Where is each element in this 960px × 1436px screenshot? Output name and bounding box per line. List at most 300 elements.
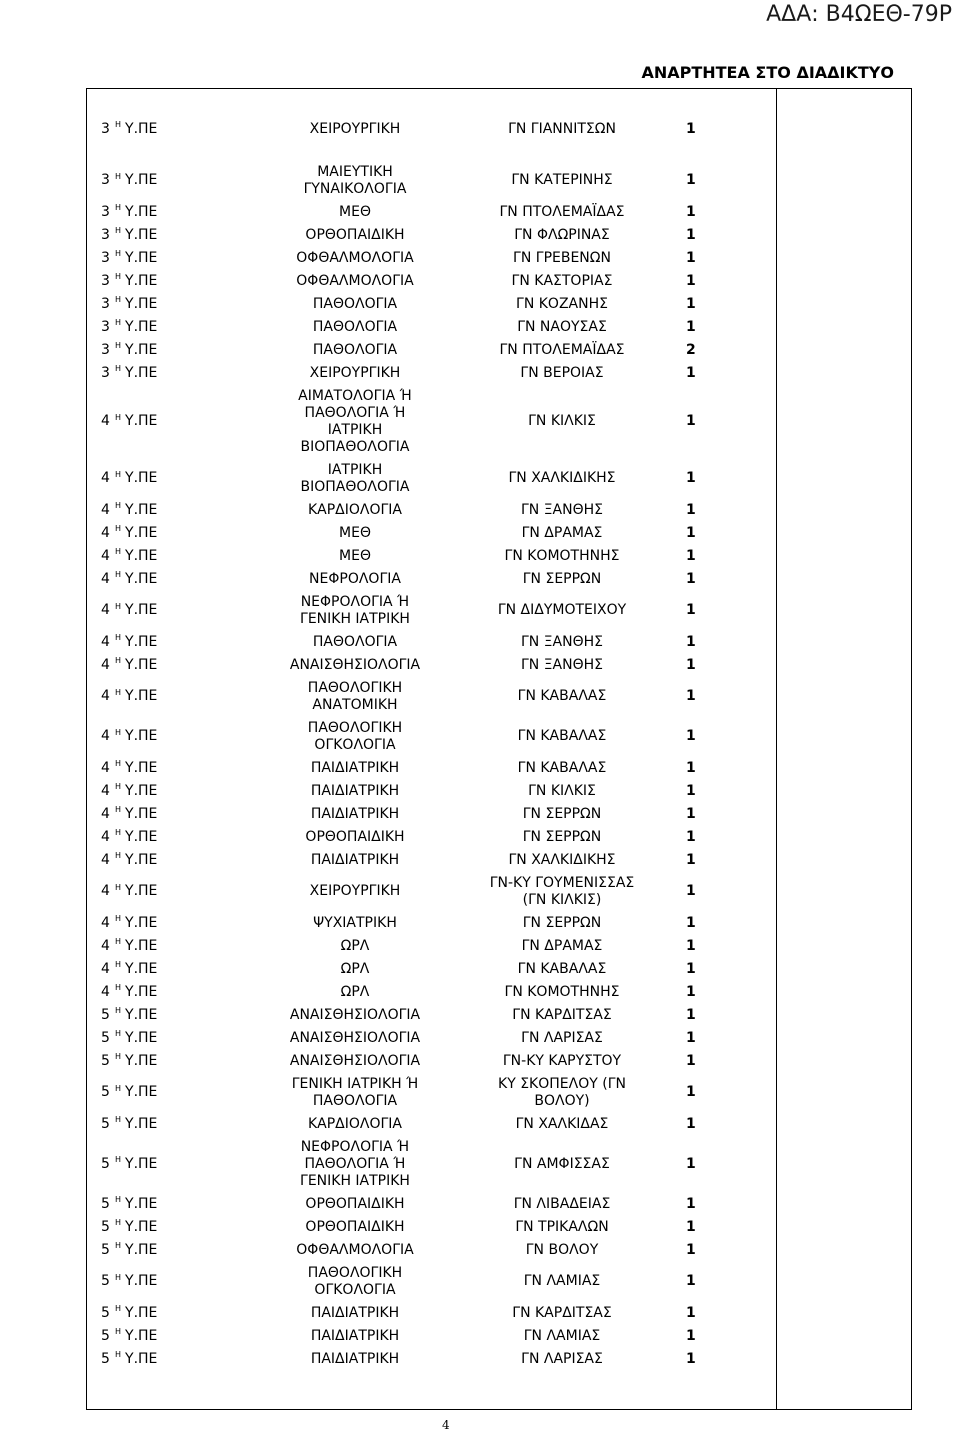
region-suffix: Υ.ΠΕ — [125, 120, 158, 137]
region-number: 4 — [101, 602, 110, 618]
hospital-line: ΓΝ ΧΑΛΚΙΔΙΚΗΣ — [508, 851, 616, 868]
positions-count: 1 — [686, 570, 696, 587]
page-number: 4 — [442, 1418, 450, 1432]
hospital-line: ΚΥ ΣΚΟΠΕΛΟΥ (ΓΝ — [498, 1075, 626, 1092]
specialty-line: ΝΕΦΡΟΛΟΓΙΑ — [309, 570, 401, 587]
table-row — [0, 1073, 960, 1112]
specialty-cell — [250, 1302, 460, 1324]
positions-count: 1 — [686, 1052, 696, 1069]
hospital-cell — [452, 545, 672, 567]
specialty-cell — [250, 1262, 460, 1301]
region-suffix: Υ.ΠΕ — [125, 341, 158, 358]
region-suffix: Υ.ΠΕ — [125, 851, 158, 868]
hospital-cell — [452, 1193, 672, 1215]
table-row — [0, 118, 960, 140]
hospital-line: (ΓΝ ΚΙΛΚΙΣ) — [522, 891, 602, 908]
region-number: 3 — [101, 226, 110, 243]
hospital-cell — [452, 677, 672, 716]
region-number: 5 — [101, 1006, 110, 1023]
hospital-cell — [452, 499, 672, 521]
region-number: 5 — [101, 1218, 110, 1235]
hospital-cell — [452, 568, 672, 590]
hospital-line: ΓΝ ΧΑΛΚΙΔΙΚΗΣ — [508, 470, 616, 486]
region-suffix: Υ.ΠΕ — [125, 828, 158, 845]
specialty-line: ΩΡΛ — [340, 960, 370, 977]
specialty-cell — [250, 958, 460, 980]
table-row — [0, 339, 960, 361]
region-cell: 4 $^H$ Υ.ΠΕ — [101, 412, 158, 429]
table-row — [0, 1239, 960, 1261]
positions-count: 1 — [686, 272, 696, 289]
hospital-cell — [452, 1113, 672, 1135]
specialty-cell — [250, 677, 460, 716]
region-number: 3 — [101, 272, 110, 289]
region-number: 5 — [101, 1052, 110, 1069]
specialty-line: ΠΑΙΔΙΑΤΡΙΚΗ — [310, 805, 400, 822]
hospital-line: ΓΝ ΒΟΛΟΥ — [525, 1241, 599, 1258]
table-row — [0, 1050, 960, 1072]
hospital-line: ΓΝ ΣΕΡΡΩΝ — [522, 805, 602, 822]
positions-count: 1 — [686, 883, 696, 899]
specialty-line: ΟΦΘΑΛΜΟΛΟΓΙΑ — [296, 272, 414, 289]
region-suffix: Υ.ΠΕ — [125, 782, 158, 799]
hospital-cell — [452, 1136, 672, 1192]
hospital-cell — [452, 826, 672, 848]
region-suffix: Υ.ΠΕ — [125, 688, 158, 704]
specialty-line: ΧΕΙΡΟΥΡΓΙΚΗ — [309, 120, 401, 137]
region-suffix: Υ.ΠΕ — [125, 602, 158, 618]
table-row — [0, 522, 960, 544]
positions-count: 1 — [686, 226, 696, 243]
table-row — [0, 1262, 960, 1301]
hospital-line: ΓΝ ΝΑΟΥΣΑΣ — [517, 318, 607, 335]
region-suffix: Υ.ΠΕ — [125, 1006, 158, 1023]
region-suffix: Υ.ΠΕ — [125, 272, 158, 289]
positions-count: 1 — [686, 547, 696, 564]
region-suffix: Υ.ΠΕ — [125, 960, 158, 977]
specialty-line: ΓΕΝΙΚΗ ΙΑΤΡΙΚΗ Ή — [291, 1075, 419, 1092]
table-row — [0, 1348, 960, 1370]
region-cell: 3 $^H$ Υ.ΠΕ — [101, 249, 158, 266]
positions-count: 1 — [686, 1195, 696, 1212]
region-number: 3 — [101, 341, 110, 358]
hospital-line: ΓΝ ΚΙΛΚΙΣ — [528, 413, 596, 429]
region-number: 5 — [101, 1029, 110, 1046]
region-cell: 3 $^H$ Υ.ΠΕ — [101, 120, 158, 137]
positions-count: 1 — [686, 602, 696, 618]
region-number: 5 — [101, 1195, 110, 1212]
hospital-line: ΓΝ ΛΙΒΑΔΕΙΑΣ — [513, 1195, 611, 1212]
hospital-line: ΓΝ ΑΜΦΙΣΣΑΣ — [514, 1155, 610, 1172]
region-cell: 5 $^H$ Υ.ΠΕ — [101, 1272, 158, 1289]
positions-count: 1 — [686, 633, 696, 650]
hospital-cell — [452, 958, 672, 980]
positions-count: 1 — [686, 1029, 696, 1046]
hospital-line: ΓΝ ΚΟΜΟΤΗΝΗΣ — [504, 547, 620, 564]
region-suffix: Υ.ΠΕ — [125, 547, 158, 564]
hospital-line: ΓΝ ΔΡΑΜΑΣ — [521, 937, 603, 954]
region-number: 4 — [101, 851, 110, 868]
hospital-line: ΓΝ ΚΟΖΑΝΗΣ — [516, 295, 608, 312]
specialty-line: ΠΑΘΟΛΟΓΙΚΗ — [307, 719, 403, 736]
region-cell: 3 $^H$ Υ.ΠΕ — [101, 272, 158, 289]
region-suffix: Υ.ΠΕ — [125, 1155, 158, 1172]
table-row — [0, 1136, 960, 1192]
positions-count: 1 — [686, 805, 696, 822]
table-row — [0, 459, 960, 498]
table-row — [0, 780, 960, 802]
hospital-line: ΓΝ-ΚΥ ΚΑΡΥΣΤΟΥ — [502, 1052, 622, 1069]
region-number: 4 — [101, 983, 110, 1000]
hospital-cell — [452, 201, 672, 223]
hospital-line: ΓΝ ΚΑΡΔΙΤΣΑΣ — [512, 1304, 612, 1321]
positions-count: 1 — [686, 172, 696, 188]
specialty-cell — [250, 872, 460, 911]
table-row — [0, 958, 960, 980]
hospital-line: ΓΝ ΚΑΣΤΟΡΙΑΣ — [511, 272, 613, 289]
region-suffix: Υ.ΠΕ — [125, 914, 158, 931]
specialty-cell — [250, 316, 460, 338]
positions-count: 1 — [686, 1273, 696, 1289]
table-row — [0, 1004, 960, 1026]
region-suffix: Υ.ΠΕ — [125, 1327, 158, 1344]
specialty-cell — [250, 385, 460, 458]
specialty-line: ΨΥΧΙΑΤΡΙΚΗ — [313, 914, 397, 931]
positions-count: 1 — [686, 688, 696, 704]
specialty-line: ΜΕΘ — [339, 524, 371, 541]
specialty-cell — [250, 339, 460, 361]
table-row — [0, 362, 960, 384]
region-cell: 3 $^H$ Υ.ΠΕ — [101, 318, 158, 335]
specialty-line: ΜΕΘ — [339, 203, 371, 220]
table-row — [0, 293, 960, 315]
specialty-line: ΠΑΘΟΛΟΓΙΑ Ή — [304, 404, 406, 421]
table-row — [0, 757, 960, 779]
specialty-line: ΟΡΘΟΠΑΙΔΙΚΗ — [305, 226, 405, 243]
positions-count: 1 — [686, 1084, 696, 1100]
region-suffix: Υ.ΠΕ — [125, 805, 158, 822]
hospital-line: ΓΝ ΦΛΩΡΙΝΑΣ — [514, 226, 610, 243]
region-number: 3 — [101, 249, 110, 266]
region-cell: 4 $^H$ Υ.ΠΕ — [101, 633, 158, 650]
region-number: 5 — [101, 1084, 110, 1100]
specialty-cell — [250, 1348, 460, 1370]
region-cell: 4 $^H$ Υ.ΠΕ — [101, 547, 158, 564]
positions-count: 1 — [686, 960, 696, 977]
positions-count: 2 — [686, 341, 696, 358]
region-number: 3 — [101, 295, 110, 312]
region-number: 5 — [101, 1241, 110, 1258]
hospital-cell — [452, 981, 672, 1003]
region-number: 4 — [101, 501, 110, 518]
specialty-cell — [250, 1027, 460, 1049]
positions-count: 1 — [686, 759, 696, 776]
positions-count: 1 — [686, 937, 696, 954]
table-row — [0, 316, 960, 338]
hospital-line: ΓΝ ΠΤΟΛΕΜΑΪΔΑΣ — [499, 341, 625, 358]
document-code: ΑΔΑ: Β4ΩΕΘ-79Ρ — [766, 2, 952, 27]
region-suffix: Υ.ΠΕ — [125, 249, 158, 266]
specialty-cell — [250, 161, 460, 200]
specialty-line: ΑΝΑΙΣΘΗΣΙΟΛΟΓΙΑ — [289, 656, 421, 673]
specialty-cell — [250, 247, 460, 269]
hospital-line: ΓΝ ΚΑΡΔΙΤΣΑΣ — [512, 1006, 612, 1023]
region-number: 4 — [101, 828, 110, 845]
specialty-cell — [250, 654, 460, 676]
specialty-line: ΠΑΘΟΛΟΓΙΑ Ή — [304, 1155, 406, 1172]
region-cell: 5 $^H$ Υ.ΠΕ — [101, 1304, 158, 1321]
region-number: 4 — [101, 782, 110, 799]
positions-count: 1 — [686, 983, 696, 1000]
region-cell: 4 $^H$ Υ.ΠΕ — [101, 759, 158, 776]
specialty-line: ΒΙΟΠΑΘΟΛΟΓΙΑ — [300, 438, 410, 455]
hospital-cell — [452, 459, 672, 498]
hospital-cell — [452, 1027, 672, 1049]
hospital-cell — [452, 631, 672, 653]
table-row — [0, 677, 960, 716]
hospital-cell — [452, 654, 672, 676]
specialty-line: ΩΡΛ — [340, 937, 370, 954]
specialty-cell — [250, 849, 460, 871]
specialty-line: ΠΑΘΟΛΟΓΙΑ — [312, 341, 398, 358]
positions-count: 1 — [686, 656, 696, 673]
region-suffix: Υ.ΠΕ — [125, 759, 158, 776]
specialty-line: ΟΦΘΑΛΜΟΛΟΓΙΑ — [296, 1241, 414, 1258]
hospital-cell — [452, 118, 672, 140]
region-suffix: Υ.ΠΕ — [125, 318, 158, 335]
region-suffix: Υ.ΠΕ — [125, 1029, 158, 1046]
region-cell: 4 $^H$ Υ.ΠΕ — [101, 937, 158, 954]
specialty-cell — [250, 981, 460, 1003]
positions-count: 1 — [686, 1241, 696, 1258]
region-cell: 4 $^H$ Υ.ΠΕ — [101, 983, 158, 1000]
hospital-cell — [452, 224, 672, 246]
positions-count: 1 — [686, 120, 696, 137]
hospital-cell — [452, 1050, 672, 1072]
positions-count: 1 — [686, 851, 696, 868]
hospital-cell — [452, 362, 672, 384]
positions-count: 1 — [686, 524, 696, 541]
region-suffix: Υ.ΠΕ — [125, 172, 158, 188]
hospital-line: ΒΟΛΟΥ) — [534, 1092, 590, 1109]
region-cell: 5 $^H$ Υ.ΠΕ — [101, 1241, 158, 1258]
specialty-cell — [250, 1004, 460, 1026]
hospital-cell — [452, 339, 672, 361]
region-cell: 4 $^H$ Υ.ΠΕ — [101, 501, 158, 518]
specialty-cell — [250, 757, 460, 779]
region-suffix: Υ.ΠΕ — [125, 883, 158, 899]
table-row — [0, 872, 960, 911]
table-row — [0, 935, 960, 957]
hospital-cell — [452, 316, 672, 338]
region-cell: 3 $^H$ Υ.ΠΕ — [101, 226, 158, 243]
region-cell: 4 $^H$ Υ.ΠΕ — [101, 727, 158, 744]
region-suffix: Υ.ΠΕ — [125, 1052, 158, 1069]
table-row — [0, 981, 960, 1003]
positions-count: 1 — [686, 1327, 696, 1344]
region-cell: 4 $^H$ Υ.ΠΕ — [101, 851, 158, 868]
region-number: 3 — [101, 120, 110, 137]
hospital-line: ΓΝ ΚΑΒΑΛΑΣ — [517, 759, 607, 776]
specialty-line: ΑΙΜΑΤΟΛΟΓΙΑ Ή — [298, 387, 412, 404]
region-number: 4 — [101, 413, 110, 429]
hospital-line: ΓΝ-ΚΥ ΓΟΥΜΕΝΙΣΣΑΣ — [489, 874, 635, 891]
region-suffix: Υ.ΠΕ — [125, 226, 158, 243]
specialty-cell — [250, 912, 460, 934]
region-number: 4 — [101, 759, 110, 776]
region-suffix: Υ.ΠΕ — [125, 364, 158, 381]
table-row — [0, 803, 960, 825]
hospital-cell — [452, 1262, 672, 1301]
positions-count: 1 — [686, 782, 696, 799]
region-cell: 5 $^H$ Υ.ΠΕ — [101, 1029, 158, 1046]
region-suffix: Υ.ΠΕ — [125, 1195, 158, 1212]
specialty-line: ΩΡΛ — [340, 983, 370, 1000]
specialty-cell — [250, 826, 460, 848]
hospital-line: ΓΝ ΒΕΡΟΙΑΣ — [520, 364, 604, 381]
region-cell: 3 $^H$ Υ.ΠΕ — [101, 364, 158, 381]
hospital-cell — [452, 522, 672, 544]
hospital-line: ΓΝ ΤΡΙΚΑΛΩΝ — [515, 1218, 609, 1235]
specialty-cell — [250, 780, 460, 802]
positions-count: 1 — [686, 364, 696, 381]
table-row — [0, 631, 960, 653]
specialty-cell — [250, 499, 460, 521]
hospital-cell — [452, 1239, 672, 1261]
table-row — [0, 1216, 960, 1238]
table-row — [0, 654, 960, 676]
hospital-line: ΓΝ ΣΕΡΡΩΝ — [522, 914, 602, 931]
region-cell: 4 $^H$ Υ.ΠΕ — [101, 656, 158, 673]
region-number: 3 — [101, 318, 110, 335]
specialty-cell — [250, 1073, 460, 1112]
region-cell: 4 $^H$ Υ.ΠΕ — [101, 601, 158, 618]
region-suffix: Υ.ΠΕ — [125, 470, 158, 486]
positions-count: 1 — [686, 828, 696, 845]
region-suffix: Υ.ΠΕ — [125, 203, 158, 220]
region-number: 4 — [101, 960, 110, 977]
region-suffix: Υ.ΠΕ — [125, 656, 158, 673]
hospital-line: ΓΝ ΣΕΡΡΩΝ — [522, 570, 602, 587]
specialty-line: ΓΥΝΑΙΚΟΛΟΓΙΑ — [303, 180, 407, 197]
region-cell: 5 $^H$ Υ.ΠΕ — [101, 1083, 158, 1100]
positions-count: 1 — [686, 501, 696, 518]
region-suffix: Υ.ΠΕ — [125, 1115, 158, 1132]
specialty-line: ΟΓΚΟΛΟΓΙΑ — [314, 1281, 396, 1298]
region-cell: 5 $^H$ Υ.ΠΕ — [101, 1350, 158, 1367]
specialty-line: ΠΑΘΟΛΟΓΙΑ — [312, 295, 398, 312]
specialty-cell — [250, 1216, 460, 1238]
region-number: 5 — [101, 1350, 110, 1367]
specialty-cell — [250, 568, 460, 590]
region-suffix: Υ.ΠΕ — [125, 501, 158, 518]
hospital-line: ΓΝ ΞΑΝΘΗΣ — [520, 633, 603, 650]
specialty-cell — [250, 118, 460, 140]
hospital-line: ΓΝ ΞΑΝΘΗΣ — [520, 501, 603, 518]
region-number: 4 — [101, 883, 110, 899]
region-suffix: Υ.ΠΕ — [125, 633, 158, 650]
hospital-cell — [452, 293, 672, 315]
specialty-cell — [250, 1193, 460, 1215]
region-cell: 5 $^H$ Υ.ΠΕ — [101, 1155, 158, 1172]
table-row — [0, 247, 960, 269]
positions-count: 1 — [686, 914, 696, 931]
hospital-line: ΓΝ ΛΑΡΙΣΑΣ — [521, 1350, 603, 1367]
publication-heading: ΑΝΑΡΤΗΤΕΑ ΣΤΟ ΔΙΑΔΙΚΤΥΟ — [641, 63, 894, 82]
region-number: 4 — [101, 470, 110, 486]
positions-count: 1 — [686, 470, 696, 486]
region-number: 4 — [101, 728, 110, 744]
region-number: 3 — [101, 364, 110, 381]
table-row — [0, 224, 960, 246]
specialty-line: ΠΑΘΟΛΟΓΙΑ — [312, 1092, 398, 1109]
hospital-line: ΓΝ ΚΑΤΕΡΙΝΗΣ — [511, 172, 613, 188]
specialty-line: ΜΑΙΕΥΤΙΚΗ — [317, 163, 393, 180]
hospital-cell — [452, 1004, 672, 1026]
specialty-line: ΟΡΘΟΠΑΙΔΙΚΗ — [305, 1195, 405, 1212]
region-number: 4 — [101, 633, 110, 650]
region-number: 3 — [101, 203, 110, 220]
specialty-cell — [250, 803, 460, 825]
region-cell: 5 $^H$ Υ.ΠΕ — [101, 1327, 158, 1344]
hospital-cell — [452, 803, 672, 825]
table-row — [0, 717, 960, 756]
region-cell: 5 $^H$ Υ.ΠΕ — [101, 1006, 158, 1023]
hospital-line: ΓΝ ΚΑΒΑΛΑΣ — [517, 728, 607, 744]
hospital-cell — [452, 270, 672, 292]
positions-count: 1 — [686, 249, 696, 266]
region-cell: 4 $^H$ Υ.ΠΕ — [101, 828, 158, 845]
table-row — [0, 826, 960, 848]
hospital-cell — [452, 912, 672, 934]
specialty-line: ΓΕΝΙΚΗ ΙΑΤΡΙΚΗ — [300, 610, 410, 627]
specialty-line: ΒΙΟΠΑΘΟΛΟΓΙΑ — [300, 478, 410, 495]
table-row — [0, 1325, 960, 1347]
region-suffix: Υ.ΠΕ — [125, 295, 158, 312]
region-number: 4 — [101, 937, 110, 954]
specialty-line: ΜΕΘ — [339, 547, 371, 564]
specialty-line: ΑΝΑΙΣΘΗΣΙΟΛΟΓΙΑ — [289, 1006, 421, 1023]
specialty-line: ΚΑΡΔΙΟΛΟΓΙΑ — [307, 501, 403, 518]
positions-count: 1 — [686, 728, 696, 744]
region-suffix: Υ.ΠΕ — [125, 1241, 158, 1258]
region-cell: 4 $^H$ Υ.ΠΕ — [101, 524, 158, 541]
positions-count: 1 — [686, 1350, 696, 1367]
specialty-cell — [250, 1113, 460, 1135]
specialty-line: ΓΕΝΙΚΗ ΙΑΤΡΙΚΗ — [300, 1172, 410, 1189]
region-number: 4 — [101, 570, 110, 587]
specialty-line: ΟΦΘΑΛΜΟΛΟΓΙΑ — [296, 249, 414, 266]
hospital-cell — [452, 1216, 672, 1238]
specialty-line: ΠΑΙΔΙΑΤΡΙΚΗ — [310, 759, 400, 776]
table-row — [0, 591, 960, 630]
hospital-cell — [452, 385, 672, 458]
region-number: 5 — [101, 1304, 110, 1321]
hospital-cell — [452, 757, 672, 779]
table-row — [0, 545, 960, 567]
hospital-line: ΓΝ ΣΕΡΡΩΝ — [522, 828, 602, 845]
specialty-cell — [250, 631, 460, 653]
specialty-line: ΠΑΘΟΛΟΓΙΚΗ — [307, 679, 403, 696]
region-cell: 4 $^H$ Υ.ΠΕ — [101, 570, 158, 587]
hospital-cell — [452, 1325, 672, 1347]
region-cell: 3 $^H$ Υ.ΠΕ — [101, 295, 158, 312]
region-suffix: Υ.ΠΕ — [125, 413, 158, 429]
positions-count: 1 — [686, 203, 696, 220]
specialty-cell — [250, 545, 460, 567]
specialty-cell — [250, 522, 460, 544]
region-cell: 4 $^H$ Υ.ΠΕ — [101, 914, 158, 931]
